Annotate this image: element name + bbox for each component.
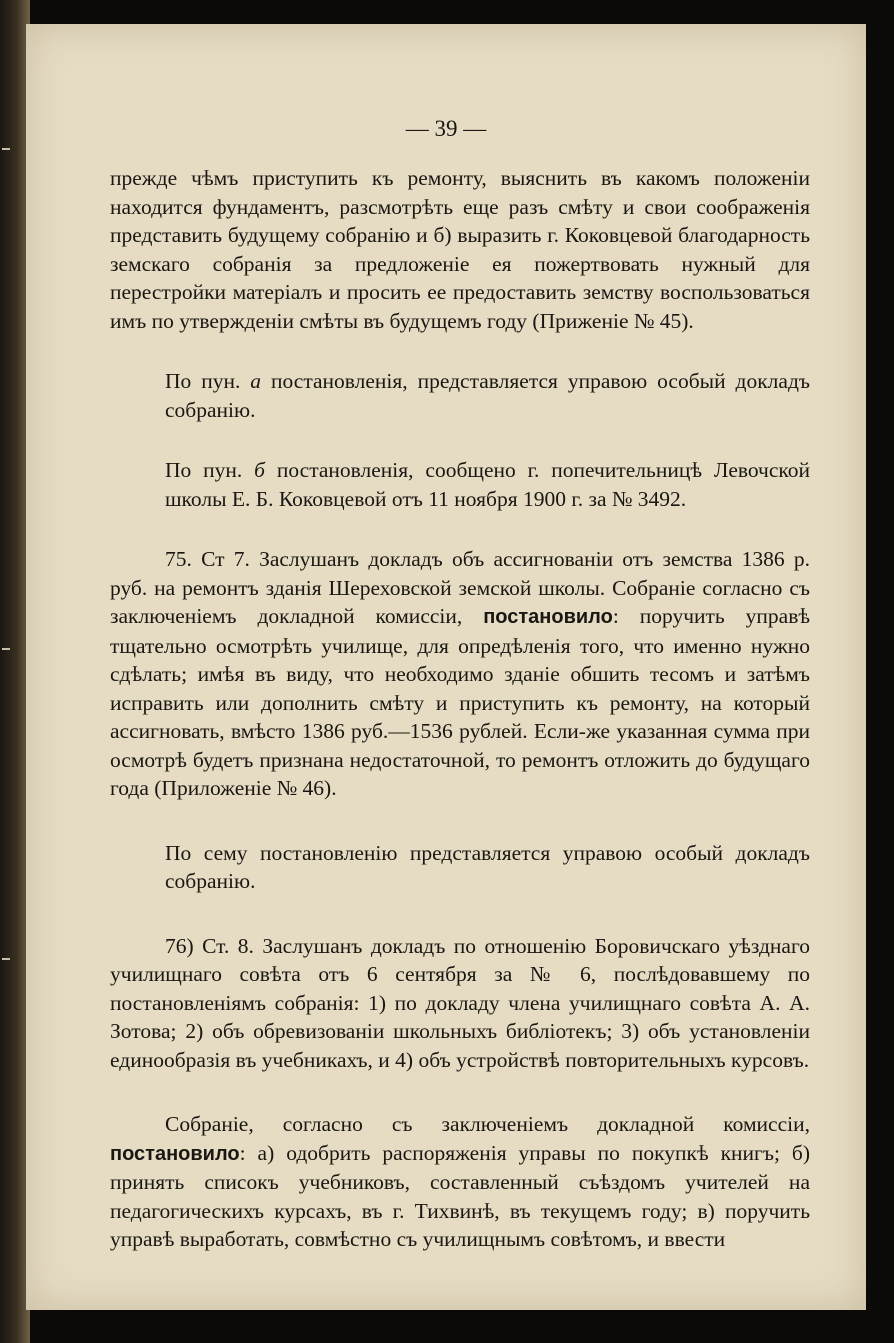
clause-letter-a: а [250, 369, 262, 393]
paragraph-note-a [110, 367, 810, 424]
page-number: — 39 — [405, 116, 487, 141]
binding-mark [2, 648, 10, 650]
book-page [26, 24, 866, 1310]
paragraph-item-75 [110, 545, 810, 803]
item-text: Собраніе, согласно съ заключеніемъ докладной комиссіи, [165, 1112, 810, 1136]
paragraph-note-75: По сему постановленію представляется управою особый докладъ собранію. [165, 840, 810, 893]
paragraph-continuation: прежде чѣмъ приступить къ ремонту, выяснить въ какомъ положеніи находится фундаментъ, разсмотрѣть еще разъ смѣту и свои соображенія представить будущему собранію и б) выразить г. Коковцевой благодарность земскаго собранія за предложеніе ея пожертвовать нужный для перестройки матеріалъ и просить ее предоставить земству воспользоваться имъ по утвержденіи смѣты въ будущемъ году (Приженіе № 45). [110, 166, 810, 333]
clause-letter-b: б [254, 458, 265, 482]
page-body [110, 164, 810, 1254]
item-text: 75. Ст 7. Заслушанъ докладъ объ ассигнованіи отъ земства 1386 р. руб. на ремонтъ зданія Шереховской земской школы. Собраніе согласно съ заключеніемъ докладной комиссіи, [110, 547, 810, 628]
note-prefix: По пун. [165, 369, 241, 393]
binding-mark [2, 148, 10, 150]
resolution-keyword: постановило [110, 1142, 240, 1165]
paragraph-resolution-76 [110, 1110, 810, 1254]
paragraph-item-76: 76) Ст. 8. Заслушанъ докладъ по отношенію Боровичскаго уѣзднаго училищнаго совѣта отъ 6 сентября за № 6, послѣдовавшему по постановленіямъ собранія: 1) по докладу члена училищнаго совѣта А. А. Зотова; 2) объ обревизованіи школьныхъ библіотекъ; 3) объ установленіи единообразія въ учебникахъ, и 4) объ устройствѣ повторительныхъ курсовъ. [110, 933, 810, 1072]
note-text: постановленія, представляется управою особый докладъ собранію. [165, 369, 811, 422]
item-text: : а) одобрить распоряженія управы по покупкѣ книгъ; б) принять списокъ учебниковъ, составленный съѣздомъ учителей на педагогическихъ курсахъ, въ г. Тихвинѣ, въ текущемъ году; в) поручить управѣ выработать, совмѣстно съ училищнымъ совѣтомъ, и ввести [110, 1140, 810, 1251]
paragraph-note-b [110, 456, 810, 513]
resolution-keyword: постановило [483, 606, 613, 628]
binding-mark [2, 958, 10, 960]
item-text: : поручить управѣ тщательно осмотрѣть училище, для опредѣленія того, что именно нужно сдѣлать; имѣя въ виду, что необходимо зданіе обшить тесомъ и затѣмъ исправить или дополнить смѣту и приступить къ ремонту, на который ассигновать, вмѣсто 1386 руб.—1536 рублей. Если-же указанная сумма при осмотрѣ будетъ признана недостаточной, то ремонтъ отложить до будущаго года (Приложеніе № 46). [110, 604, 811, 800]
note-prefix: По пун. [165, 458, 243, 482]
note-text: постановленія, сообщено г. попечительницѣ Левочской школы Е. Б. Коковцевой отъ 11 ноября 1900 г. за № 3492. [165, 458, 811, 511]
